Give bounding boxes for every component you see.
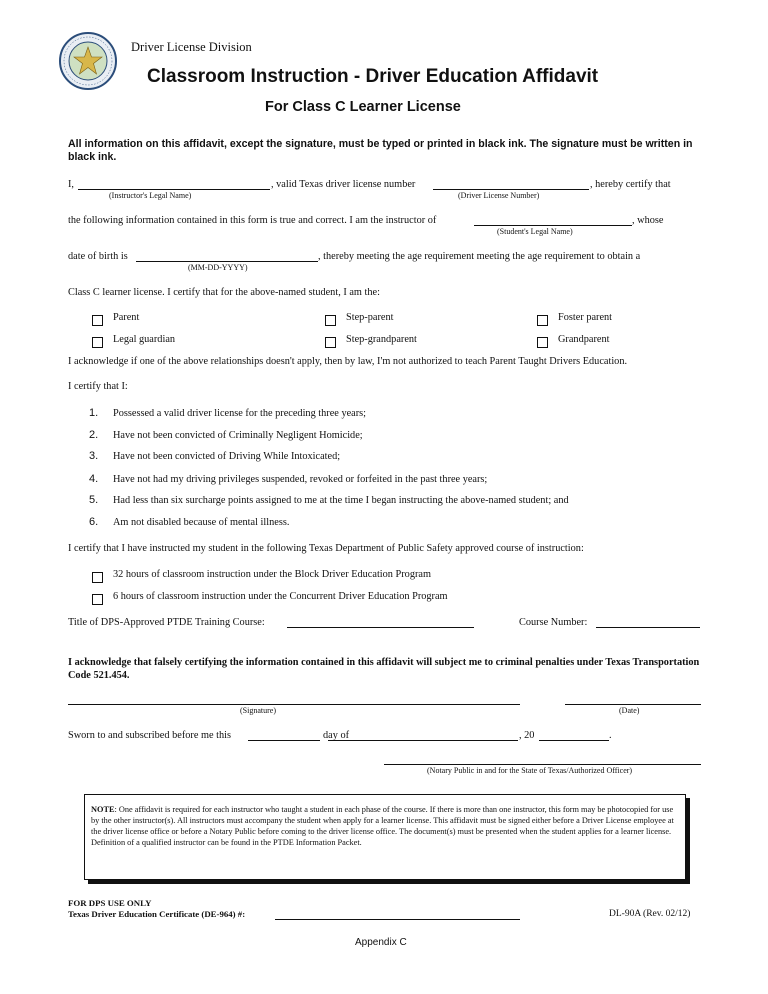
- note-label: NOTE: [91, 805, 115, 814]
- form-id: DL-90A (Rev. 02/12): [609, 909, 691, 919]
- form-subtitle: For Class C Learner License: [265, 99, 461, 115]
- caption-date-format: (MM-DD-YYYY): [188, 263, 248, 272]
- class-c-statement: Class C learner license. I certify that for the above-named student, I am the:: [68, 287, 380, 298]
- certification-text: Am not disabled because of mental illness.: [113, 517, 290, 528]
- option-label: Step-parent: [346, 312, 394, 323]
- option-label: Grandparent: [558, 334, 610, 345]
- certification-text: Had less than six surcharge points assigned to me at the time I began instructing the above-named student; and: [113, 495, 569, 506]
- caption-instructor-name: (Instructor's Legal Name): [109, 191, 192, 200]
- label-day-of: day of: [323, 730, 350, 741]
- step-grandparent-option[interactable]: [325, 334, 417, 353]
- penalty-acknowledgement: I acknowledge that falsely certifying the information contained in this affidavit will subject me to criminal penalties under Texas Transportation Code 521.454.: [68, 657, 700, 681]
- item-number: 1.: [89, 407, 99, 419]
- option-label: Step-grandparent: [346, 334, 417, 345]
- intro-instructions: All information on this affidavit, except the signature, must be typed or printed in black ink. The signature must be written in black ink.: [68, 138, 693, 163]
- division-name: Driver License Division: [131, 40, 252, 54]
- item-number: 3.: [89, 450, 99, 462]
- date-of-birth-field[interactable]: [136, 261, 318, 262]
- sworn-month-field[interactable]: [328, 740, 518, 741]
- label-year-prefix: , 20: [519, 730, 535, 741]
- label-date-of-birth: date of birth is: [68, 251, 128, 262]
- driver-license-number-field[interactable]: [433, 189, 589, 190]
- label-hereby-certify: , hereby certify that: [590, 179, 671, 190]
- certificate-label: Texas Driver Education Certificate (DE-964) #:: [68, 909, 246, 919]
- item-number: 6.: [89, 516, 99, 528]
- certification-text: Have not been convicted of Criminally Negligent Homicide;: [113, 430, 363, 441]
- foster-parent-option[interactable]: [537, 312, 613, 331]
- label-i: I,: [68, 179, 75, 190]
- label-whose: , whose: [632, 215, 664, 226]
- student-name-field[interactable]: [474, 225, 632, 226]
- caption-date: (Date): [619, 706, 640, 715]
- legal-guardian-option[interactable]: [92, 334, 176, 353]
- sworn-year-field[interactable]: [539, 740, 609, 741]
- note-content: [91, 804, 681, 848]
- sworn-label: Sworn to and subscribed before me this: [68, 730, 232, 741]
- checkbox[interactable]: [325, 315, 336, 326]
- block-course-option[interactable]: [92, 569, 431, 588]
- sworn-period: .: [609, 730, 612, 741]
- certificate-number-field[interactable]: [275, 919, 520, 920]
- age-requirement-text: , thereby meeting the age requirement meeting the age requirement to obtain a: [318, 251, 641, 262]
- checkbox[interactable]: [92, 315, 103, 326]
- caption-signature: (Signature): [240, 706, 276, 715]
- dps-use-only: FOR DPS USE ONLY: [68, 898, 152, 908]
- checkbox[interactable]: [325, 337, 336, 348]
- item-number: 4.: [89, 473, 99, 485]
- step-parent-option[interactable]: [325, 312, 394, 331]
- course-number-field[interactable]: [596, 627, 700, 628]
- statement-true-correct: the following information contained in this form is true and correct. I am the instructor of: [68, 215, 437, 226]
- note-text: : One affidavit is required for each instructor who taught a student in each phase of the course. If there is more than one instructor, this form may be photocopied for use by the other instructor(s). All instructors must accompany the student when apply for a learner license. This affidavit must be signed either before a Driver License employee at the driver license office or before a Notary Public before coming to the driver license office. The document(s) must be presented when the student applies for a learner license. Definition of a qualified instructor can be found in the PTDE Information Packet.: [91, 805, 674, 847]
- instructor-name-field[interactable]: [78, 189, 270, 190]
- label-valid-dl: , valid Texas driver license number: [271, 179, 416, 190]
- checkbox[interactable]: [92, 337, 103, 348]
- checkbox[interactable]: [92, 594, 103, 605]
- course-title-field[interactable]: [287, 627, 474, 628]
- option-label: Parent: [113, 312, 140, 323]
- grandparent-option[interactable]: [537, 334, 610, 353]
- date-field[interactable]: [565, 704, 701, 705]
- certification-text: Have not been convicted of Driving While Intoxicated;: [113, 451, 341, 462]
- checkbox[interactable]: [92, 572, 103, 583]
- form-title: Classroom Instruction - Driver Education Affidavit: [147, 66, 599, 87]
- certification-text: Have not had my driving privileges suspended, revoked or forfeited in the past three years;: [113, 474, 488, 485]
- item-number: 5.: [89, 494, 99, 506]
- appendix-label: Appendix C: [355, 937, 407, 948]
- concurrent-course-option[interactable]: [92, 591, 448, 610]
- course-title-label: Title of DPS-Approved PTDE Training Course:: [68, 617, 265, 628]
- course-intro: I certify that I have instructed my student in the following Texas Department of Public Safety approved course of instruction:: [68, 543, 584, 554]
- notary-signature-field[interactable]: [384, 764, 701, 765]
- relationship-acknowledgement: I acknowledge if one of the above relationships doesn't apply, then by law, I'm not authorized to teach Parent Taught Drivers Education.: [68, 356, 628, 367]
- option-label: Legal guardian: [113, 334, 176, 345]
- option-label: Foster parent: [558, 312, 613, 323]
- dps-seal-logo: [58, 31, 118, 91]
- signature-field[interactable]: [68, 704, 520, 705]
- option-label: 32 hours of classroom instruction under the Block Driver Education Program: [113, 569, 431, 580]
- parent-option[interactable]: [92, 312, 140, 331]
- checkbox[interactable]: [537, 337, 548, 348]
- course-number-label: Course Number:: [519, 617, 588, 628]
- caption-student-name: (Student's Legal Name): [497, 227, 573, 236]
- checkbox[interactable]: [537, 315, 548, 326]
- certification-text: Possessed a valid driver license for the preceding three years;: [113, 408, 367, 419]
- item-number: 2.: [89, 429, 99, 441]
- certify-that-heading: I certify that I:: [68, 381, 128, 392]
- caption-driver-license: (Driver License Number): [458, 191, 540, 200]
- sworn-day-field[interactable]: [248, 740, 320, 741]
- option-label: 6 hours of classroom instruction under the Concurrent Driver Education Program: [113, 591, 448, 602]
- note-box: [84, 794, 686, 880]
- caption-notary: (Notary Public in and for the State of Texas/Authorized Officer): [427, 766, 633, 775]
